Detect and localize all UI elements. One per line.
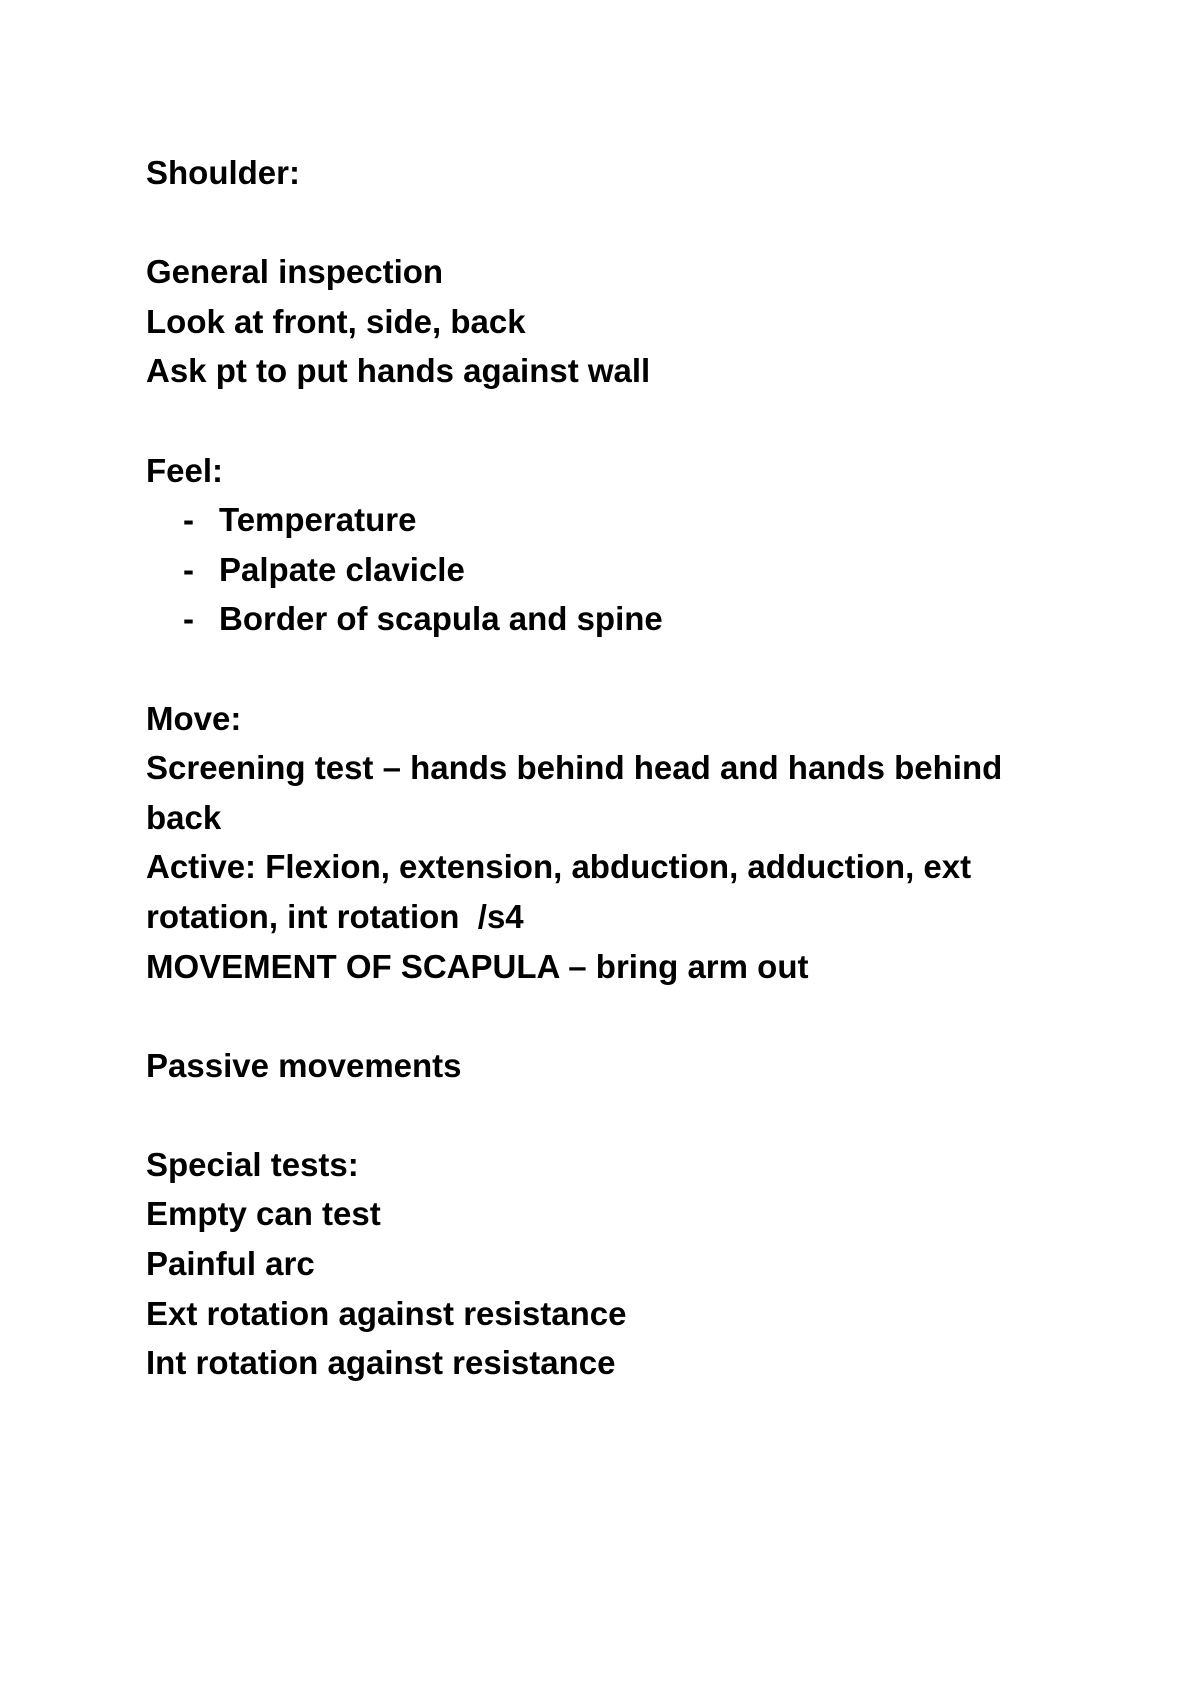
list-item-text: Temperature (219, 501, 417, 539)
bullet-marker: - (183, 600, 194, 638)
special-test-line: Ext rotation against resistance (146, 1294, 627, 1332)
spacer (146, 991, 1086, 1041)
feel-list (146, 495, 1086, 644)
move-heading: Move: (146, 699, 242, 737)
special-test-line: Int rotation against resistance (146, 1344, 616, 1382)
spacer (146, 396, 1086, 446)
spacer (146, 1090, 1086, 1140)
bullet-marker: - (183, 550, 194, 588)
spacer (146, 644, 1086, 694)
move-line: Active: Flexion, extension, abduction, adduction, ext rotation, int rotation /s4 (146, 848, 981, 935)
special-test-line: Empty can test (146, 1195, 381, 1233)
spacer (146, 198, 1086, 248)
special-tests-heading: Special tests: (146, 1145, 359, 1183)
inspection-section (146, 247, 1086, 396)
move-line: MOVEMENT OF SCAPULA – bring arm out (146, 947, 809, 985)
list-item (146, 495, 1086, 545)
passive-heading: Passive movements (146, 1046, 462, 1084)
feel-section (146, 446, 1086, 644)
bullet-marker: - (183, 501, 194, 539)
document-body (146, 148, 1086, 1388)
list-item-text: Border of scapula and spine (219, 600, 663, 638)
list-item (146, 545, 1086, 595)
move-section (146, 694, 1086, 992)
document-title: Shoulder: (146, 154, 300, 191)
inspection-line: Look at front, side, back (146, 302, 526, 340)
move-line: Screening test – hands behind head and hands behind back (146, 749, 1012, 836)
list-item (146, 594, 1086, 644)
passive-section (146, 1041, 1086, 1091)
list-item-text: Palpate clavicle (219, 550, 465, 588)
special-tests-section (146, 1140, 1086, 1388)
special-test-line: Painful arc (146, 1245, 315, 1283)
inspection-line: Ask pt to put hands against wall (146, 352, 651, 390)
feel-heading: Feel: (146, 451, 224, 489)
inspection-heading: General inspection (146, 253, 444, 291)
